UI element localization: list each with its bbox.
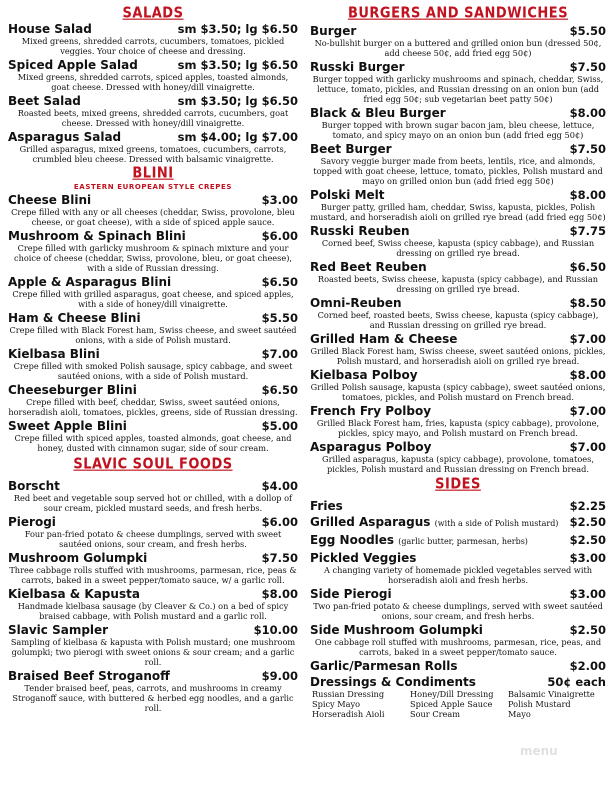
sides-list xyxy=(310,499,606,673)
menu-item-title-group xyxy=(8,419,127,433)
menu-item-title-group xyxy=(310,623,483,637)
menu-item-header xyxy=(310,332,606,346)
menu-item-description: Mixed greens, shredded carrots, cucumbers, tomatoes, pickled veggies. Your choice of cheese and dressing. xyxy=(21,36,285,56)
menu-item-price: $2.50 xyxy=(569,623,606,637)
menu-item-description: Red beet and vegetable soup served hot or chilled, with a dollop of sour cream, pickled mustard seeds, and fresh herbs. xyxy=(13,493,293,513)
menu-item-name: Pierogi xyxy=(8,515,56,529)
right-column xyxy=(310,6,606,719)
menu-item-header xyxy=(310,623,606,637)
menu-item-title-group xyxy=(8,130,121,144)
menu-item-price: $7.50 xyxy=(261,551,298,565)
menu-item-title-group xyxy=(8,94,81,108)
menu-item-description: Four pan-fried potato & cheese dumplings, served with sweet sautéed onions, sour cream, and fresh herbs. xyxy=(24,529,282,549)
dressing-item: Spicy Mayo xyxy=(312,699,361,709)
menu-item-description: Roasted beets, mixed greens, shredded carrots, cucumbers, goat cheese. Dressed with honey/dill vinaigrette. xyxy=(17,108,289,128)
menu-item-header xyxy=(310,515,606,531)
menu-item-title-group xyxy=(310,260,427,274)
menu-item-title-group xyxy=(310,659,458,673)
menu-item-price: $7.50 xyxy=(569,142,606,156)
dressings-price: 50¢ each xyxy=(547,675,606,689)
dressing-item: Spiced Apple Sauce xyxy=(410,699,493,709)
menu-item-description: Three cabbage rolls stuffed with mushrooms, parmesan, rice, peas & carrots, baked in a sweet pepper/tomato sauce, w/ a garlic roll. xyxy=(9,565,297,585)
menu-item-title-group xyxy=(310,296,402,310)
menu-item-name: House Salad xyxy=(8,22,92,36)
menu-item-title-group xyxy=(8,311,141,325)
menu-item-name: Spiced Apple Salad xyxy=(8,58,138,72)
menu-item xyxy=(8,383,298,417)
menu-item xyxy=(8,479,298,513)
menu-item-header xyxy=(310,368,606,382)
menu-item xyxy=(310,142,606,186)
menu-item-header xyxy=(8,130,298,144)
menu-item xyxy=(8,587,298,621)
menu-item-title-group xyxy=(8,623,108,637)
menu-item-header xyxy=(8,479,298,493)
menu-item-name: Kielbasa Blini xyxy=(8,347,100,361)
menu-item-name: Grilled Asparagus xyxy=(310,515,431,529)
menu-item-price: sm $3.50; lg $6.50 xyxy=(177,22,298,36)
burgers-title: BURGERS AND SANDWICHES xyxy=(347,4,569,23)
menu-item-price: $3.00 xyxy=(261,193,298,207)
menu-item-note: (garlic butter, parmesan, herbs) xyxy=(398,537,528,546)
menu-item-description: Sampling of kielbasa & kapusta with Polish mustard; one mushroom golumpki; two pierogi with sweet onions & sour cream; and a garlic roll. xyxy=(10,637,296,667)
menu-item xyxy=(8,130,298,164)
menu-item-header xyxy=(8,551,298,565)
menu-item-header xyxy=(8,419,298,433)
menu-item-title-group xyxy=(310,587,392,601)
menu-item-price: $7.00 xyxy=(261,347,298,361)
menu-item-name: Black & Bleu Burger xyxy=(310,106,446,120)
menu-item-header xyxy=(8,193,298,207)
salads-list xyxy=(8,22,298,164)
menu-item-name: Asparagus Polboy xyxy=(310,440,432,454)
menu-item-description: Burger topped with garlicky mushrooms and spinach, cheddar, Swiss, lettuce, tomato, pickles, and Russian dressing on an onion bun (add fried egg 50¢; sub vegetarian beet patty 50¢) xyxy=(312,74,604,104)
menu-item-header xyxy=(310,60,606,74)
menu-item-name: Cheese Blini xyxy=(8,193,92,207)
menu-item-price: $7.00 xyxy=(569,404,606,418)
menu-item-description: Corned beef, roasted beets, Swiss cheese, kapusta (spicy cabbage), and Russian dressing on grilled rye bread. xyxy=(317,310,599,330)
menu-item-title-group xyxy=(310,60,405,74)
menu-item-title-group xyxy=(310,24,356,38)
menu-item-price: $7.00 xyxy=(569,332,606,346)
menu-item-description: One cabbage roll stuffed with mushrooms, parmesan, rice, peas, and carrots, baked in a sweet pepper/tomato sauce. xyxy=(314,637,602,657)
menu-item-name: Slavic Sampler xyxy=(8,623,109,637)
menu-item-title-group xyxy=(310,515,558,531)
menu-item-price: $9.00 xyxy=(261,669,298,683)
menu-item-header xyxy=(310,188,606,202)
slavic-title: SLAVIC SOUL FOODS xyxy=(73,455,233,474)
dressing-item: Horseradish Aioli xyxy=(312,709,385,719)
menu-item xyxy=(8,311,298,345)
menu-item xyxy=(310,499,606,513)
menu-item-price: sm $3.50; lg $6.50 xyxy=(177,58,298,72)
menu-item-name: Ham & Cheese Blini xyxy=(8,311,141,325)
menu-item-name: Beet Salad xyxy=(8,94,81,108)
menu-item-title-group xyxy=(310,533,528,549)
menu-item-description: Burger topped with brown sugar bacon jam, bleu cheese, lettuce, tomato, and spicy mayo on an onion bun (add fried egg 50¢) xyxy=(321,120,595,140)
menu-item-description: No-bullshit burger on a buttered and grilled onion bun (dressed 50¢, add cheese 50¢, add fried egg 50¢) xyxy=(314,38,602,58)
menu-item-header xyxy=(8,515,298,529)
menu-item-price: $8.00 xyxy=(569,368,606,382)
menu-item-description: Two pan-fried potato & cheese dumplings, served with sweet sautéed onions, sour cream, and fresh herbs. xyxy=(313,601,603,621)
menu-item-header xyxy=(310,106,606,120)
menu-item-description: Corned beef, Swiss cheese, kapusta (spicy cabbage), and Russian dressing on grilled rye bread. xyxy=(321,238,595,258)
menu-item xyxy=(310,551,606,585)
menu-item-price: $7.75 xyxy=(569,224,606,238)
menu-item xyxy=(310,587,606,621)
menu-item xyxy=(310,623,606,657)
menu-item-title-group xyxy=(8,383,137,397)
menu-item-title-group xyxy=(8,22,92,36)
menu-item-header xyxy=(310,142,606,156)
menu-item-description: Grilled Black Forest ham, Swiss cheese, sweet sautéed onions, pickles, Polish mustard, and horseradish aioli on grilled rye bread. xyxy=(310,346,606,366)
dressings-header xyxy=(310,675,606,689)
menu-item-description: A changing variety of homemade pickled vegetables served with horseradish aioli and fresh herbs. xyxy=(323,565,593,585)
menu-item-description: Tender braised beef, peas, carrots, and mushrooms in creamy Stroganoff sauce, with buttered & herbed egg noodles, and a garlic roll. xyxy=(12,683,294,713)
menu-item-description: Grilled Polish sausage, kapusta (spicy cabbage), sweet sautéed onions, tomatoes, pickles, and Polish mustard on French bread. xyxy=(310,382,606,402)
salads-title: SALADS xyxy=(122,4,184,23)
menu-item-header xyxy=(8,623,298,637)
menu-item xyxy=(310,368,606,402)
menu-item-title-group xyxy=(310,440,431,454)
menu-item-description: Burger patty, grilled ham, cheddar, Swiss, kapusta, pickles, Polish mustard, and horseradish aioli on grilled rye bread (add fried egg 50¢) xyxy=(310,202,606,222)
menu-item-description: Grilled asparagus, kapusta (spicy cabbage), provolone, tomatoes, pickles, Polish mustard and Russian dressing on French bread. xyxy=(322,454,594,474)
menu-item-title-group xyxy=(310,332,457,346)
menu-item-name: Red Beet Reuben xyxy=(310,260,427,274)
menu-item-name: Kielbasa & Kapusta xyxy=(8,587,140,601)
menu-item-header xyxy=(310,587,606,601)
menu-item-title-group xyxy=(310,368,418,382)
menu-item-header xyxy=(310,224,606,238)
menu-item-header xyxy=(8,669,298,683)
menu-item-title-group xyxy=(310,106,446,120)
menu-item-price: $7.00 xyxy=(569,440,606,454)
slavic-list xyxy=(8,479,298,713)
menu-item-name: Russki Burger xyxy=(310,60,405,74)
menu-item-price: $5.50 xyxy=(569,24,606,38)
menu-item-name: Side Pierogi xyxy=(310,587,392,601)
menu-item-header xyxy=(310,551,606,565)
watermark-decoration: menu xyxy=(520,744,558,758)
menu-item xyxy=(310,533,606,549)
menu-item-header xyxy=(8,275,298,289)
menu-item-header xyxy=(8,311,298,325)
menu-item-header xyxy=(310,260,606,274)
menu-item-title-group xyxy=(8,515,56,529)
menu-item-name: Sweet Apple Blini xyxy=(8,419,127,433)
menu-item-header xyxy=(8,58,298,72)
menu-item-name: Garlic/Parmesan Rolls xyxy=(310,659,458,673)
menu-item-price: $3.00 xyxy=(569,551,606,565)
menu-item-price: $8.00 xyxy=(261,587,298,601)
menu-item-title-group xyxy=(310,404,431,418)
menu-item-price: $2.25 xyxy=(569,499,606,513)
menu-item-description: Crepe filled with spiced apples, toasted almonds, goat cheese, and honey, dusted with cinnamon sugar, side of sour cream. xyxy=(14,433,292,453)
dressing-item: Russian Dressing xyxy=(312,689,385,699)
menu-item xyxy=(8,347,298,381)
menu-item-name: Mushroom Golumpki xyxy=(8,551,148,565)
left-column xyxy=(8,6,298,715)
menu-item-name: Polski Melt xyxy=(310,188,385,202)
menu-item-description: Crepe filled with beef, cheddar, Swiss, sweet sautéed onions, horseradish aioli, tomatoes, pickles, greens, side of Russian dressing. xyxy=(8,397,298,417)
menu-item-name: Fries xyxy=(310,499,343,513)
menu-item-price: $6.00 xyxy=(261,515,298,529)
dressing-item: Balsamic Vinaigrette xyxy=(508,689,595,699)
dressings-grid xyxy=(310,689,606,719)
dressing-item: Polish Mustard xyxy=(508,699,571,709)
menu-item-header xyxy=(310,499,606,513)
menu-item xyxy=(8,275,298,309)
menu-item xyxy=(310,515,606,531)
menu-item-price: $8.00 xyxy=(569,188,606,202)
menu-item-price: $2.00 xyxy=(569,659,606,673)
menu-item-title-group xyxy=(8,551,147,565)
dressings-title: Dressings & Condiments xyxy=(310,675,476,689)
menu-item xyxy=(310,24,606,58)
menu-item-title-group xyxy=(8,193,91,207)
menu-item-title-group xyxy=(8,347,100,361)
menu-item-name: Cheeseburger Blini xyxy=(8,383,137,397)
menu-item-price: $6.50 xyxy=(569,260,606,274)
menu-item xyxy=(8,419,298,453)
menu-item-title-group xyxy=(8,669,170,683)
menu-item-header xyxy=(8,94,298,108)
menu-item xyxy=(310,296,606,330)
menu-item xyxy=(310,60,606,104)
menu-item-header xyxy=(310,440,606,454)
menu-item-price: $4.00 xyxy=(261,479,298,493)
menu-item-name: Side Mushroom Golumpki xyxy=(310,623,483,637)
menu-item-description: Handmade kielbasa sausage (by Cleaver & Co.) on a bed of spicy braised cabbage, with Polish mustard and a garlic roll. xyxy=(17,601,289,621)
menu-item-name: Braised Beef Stroganoff xyxy=(8,669,170,683)
menu-item-description: Grilled asparagus, mixed greens, tomatoes, cucumbers, carrots, crumbled bleu cheese. Dressed with balsamic vinaigrette. xyxy=(19,144,287,164)
menu-item xyxy=(8,229,298,273)
menu-item-title-group xyxy=(310,551,416,565)
menu-item-price: $8.00 xyxy=(569,106,606,120)
menu-item-header xyxy=(8,22,298,36)
menu-item-name: French Fry Polboy xyxy=(310,404,432,418)
sides-title: SIDES xyxy=(435,475,481,494)
menu-item xyxy=(310,224,606,258)
menu-item xyxy=(8,669,298,713)
menu-item-header xyxy=(8,587,298,601)
menu-item xyxy=(8,58,298,92)
menu-item-title-group xyxy=(8,229,186,243)
menu-item xyxy=(310,332,606,366)
menu-item-description: Crepe filled with any or all cheeses (cheddar, Swiss, provolone, bleu cheese, or goat cheese), with a side of spiced apple sauce. xyxy=(11,207,295,227)
menu-item-description: Crepe filled with Black Forest ham, Swiss cheese, and sweet sautéed onions, with a side of Polish mustard. xyxy=(9,325,297,345)
menu-item xyxy=(8,515,298,549)
menu-item-price: $6.50 xyxy=(261,275,298,289)
menu-item-name: Borscht xyxy=(8,479,60,493)
menu-item-description: Mixed greens, shredded carrots, spiced apples, toasted almonds, goat cheese. Dressed with honey/dill vinaigrette. xyxy=(17,72,289,92)
menu-item-price: $2.50 xyxy=(569,515,606,529)
menu-item-description: Savory veggie burger made from beets, lentils, rice, and almonds, topped with goat cheese, lettuce, tomato, pickles, Polish mustard and mayo on grilled onion bun (add fried egg 50¢) xyxy=(313,156,603,186)
menu-item-name: Beet Burger xyxy=(310,142,392,156)
menu-item-price: $7.50 xyxy=(569,60,606,74)
menu-item-note: (with a side of Polish mustard) xyxy=(434,519,559,528)
menu-item-price: sm $4.00; lg $7.00 xyxy=(177,130,298,144)
blini-subtitle: EASTERN EUROPEAN STYLE CREPES xyxy=(73,183,233,191)
dressing-item: Sour Cream xyxy=(410,709,460,719)
menu-item xyxy=(310,659,606,673)
menu-item xyxy=(8,623,298,667)
menu-item xyxy=(310,188,606,222)
menu-item-title-group xyxy=(8,275,171,289)
menu-item-description: Crepe filled with smoked Polish sausage, spicy cabbage, and sweet sautéed onions, with a side of Polish mustard. xyxy=(13,361,293,381)
menu-item-name: Apple & Asparagus Blini xyxy=(8,275,172,289)
menu-item-header xyxy=(8,383,298,397)
menu-item-header xyxy=(310,533,606,549)
menu-item-name: Burger xyxy=(310,24,357,38)
menu-item-header xyxy=(310,24,606,38)
menu-item-name: Pickled Veggies xyxy=(310,551,417,565)
menu-item-header xyxy=(310,296,606,310)
menu-item xyxy=(8,94,298,128)
blini-title: BLINI xyxy=(132,164,174,183)
menu-item-title-group xyxy=(8,587,140,601)
menu-item-description: Crepe filled with grilled asparagus, goat cheese, and spiced apples, with a side of honey/dill vinaigrette. xyxy=(12,289,294,309)
menu-item-price: $2.50 xyxy=(569,533,606,547)
menu-item-name: Omni-Reuben xyxy=(310,296,402,310)
menu-item-price: $5.50 xyxy=(261,311,298,325)
menu-item-title-group xyxy=(310,499,343,513)
menu-item-name: Grilled Ham & Cheese xyxy=(310,332,458,346)
blini-list xyxy=(8,193,298,453)
menu-item-price: $8.50 xyxy=(569,296,606,310)
menu-item-name: Kielbasa Polboy xyxy=(310,368,418,382)
menu-item-header xyxy=(8,347,298,361)
menu-item-header xyxy=(8,229,298,243)
menu-item xyxy=(310,440,606,474)
burgers-list xyxy=(310,24,606,474)
menu-item-title-group xyxy=(310,142,392,156)
menu-item xyxy=(8,551,298,585)
menu-item-description: Grilled Black Forest ham, fries, kapusta (spicy cabbage), provolone, pickles, spicy mayo, and Polish mustard on French bread. xyxy=(316,418,600,438)
menu-item-description: Roasted beets, Swiss cheese, kapusta (spicy cabbage), and Russian dressing on grilled rye bread. xyxy=(317,274,599,294)
menu-item-header xyxy=(310,659,606,673)
menu-item-name: Asparagus Salad xyxy=(8,130,122,144)
menu-item-title-group xyxy=(310,188,385,202)
menu-item-price: $6.50 xyxy=(261,383,298,397)
menu-item xyxy=(8,193,298,227)
menu-item-title-group xyxy=(8,58,138,72)
menu-item-name: Egg Noodles xyxy=(310,533,395,547)
menu-item-description: Crepe filled with garlicky mushroom & spinach mixture and your choice of cheese (cheddar, Swiss, provolone, bleu, or goat cheese), with a side of Russian dressing. xyxy=(13,243,292,273)
menu-item-price: $5.00 xyxy=(261,419,298,433)
menu-item-title-group xyxy=(8,479,60,493)
menu-item xyxy=(8,22,298,56)
menu-item-price: $3.00 xyxy=(569,587,606,601)
menu-item-price: sm $3.50; lg $6.50 xyxy=(177,94,298,108)
menu-item xyxy=(310,260,606,294)
menu-item-price: $6.00 xyxy=(261,229,298,243)
dressing-item: Honey/Dill Dressing xyxy=(410,689,494,699)
menu-item xyxy=(310,404,606,438)
menu-item-header xyxy=(310,404,606,418)
menu-item-name: Mushroom & Spinach Blini xyxy=(8,229,186,243)
dressing-item: Mayo xyxy=(508,709,531,719)
menu-item xyxy=(310,106,606,140)
menu-item-title-group xyxy=(310,224,410,238)
menu-item-price: $10.00 xyxy=(253,623,298,637)
menu-item-name: Russki Reuben xyxy=(310,224,410,238)
